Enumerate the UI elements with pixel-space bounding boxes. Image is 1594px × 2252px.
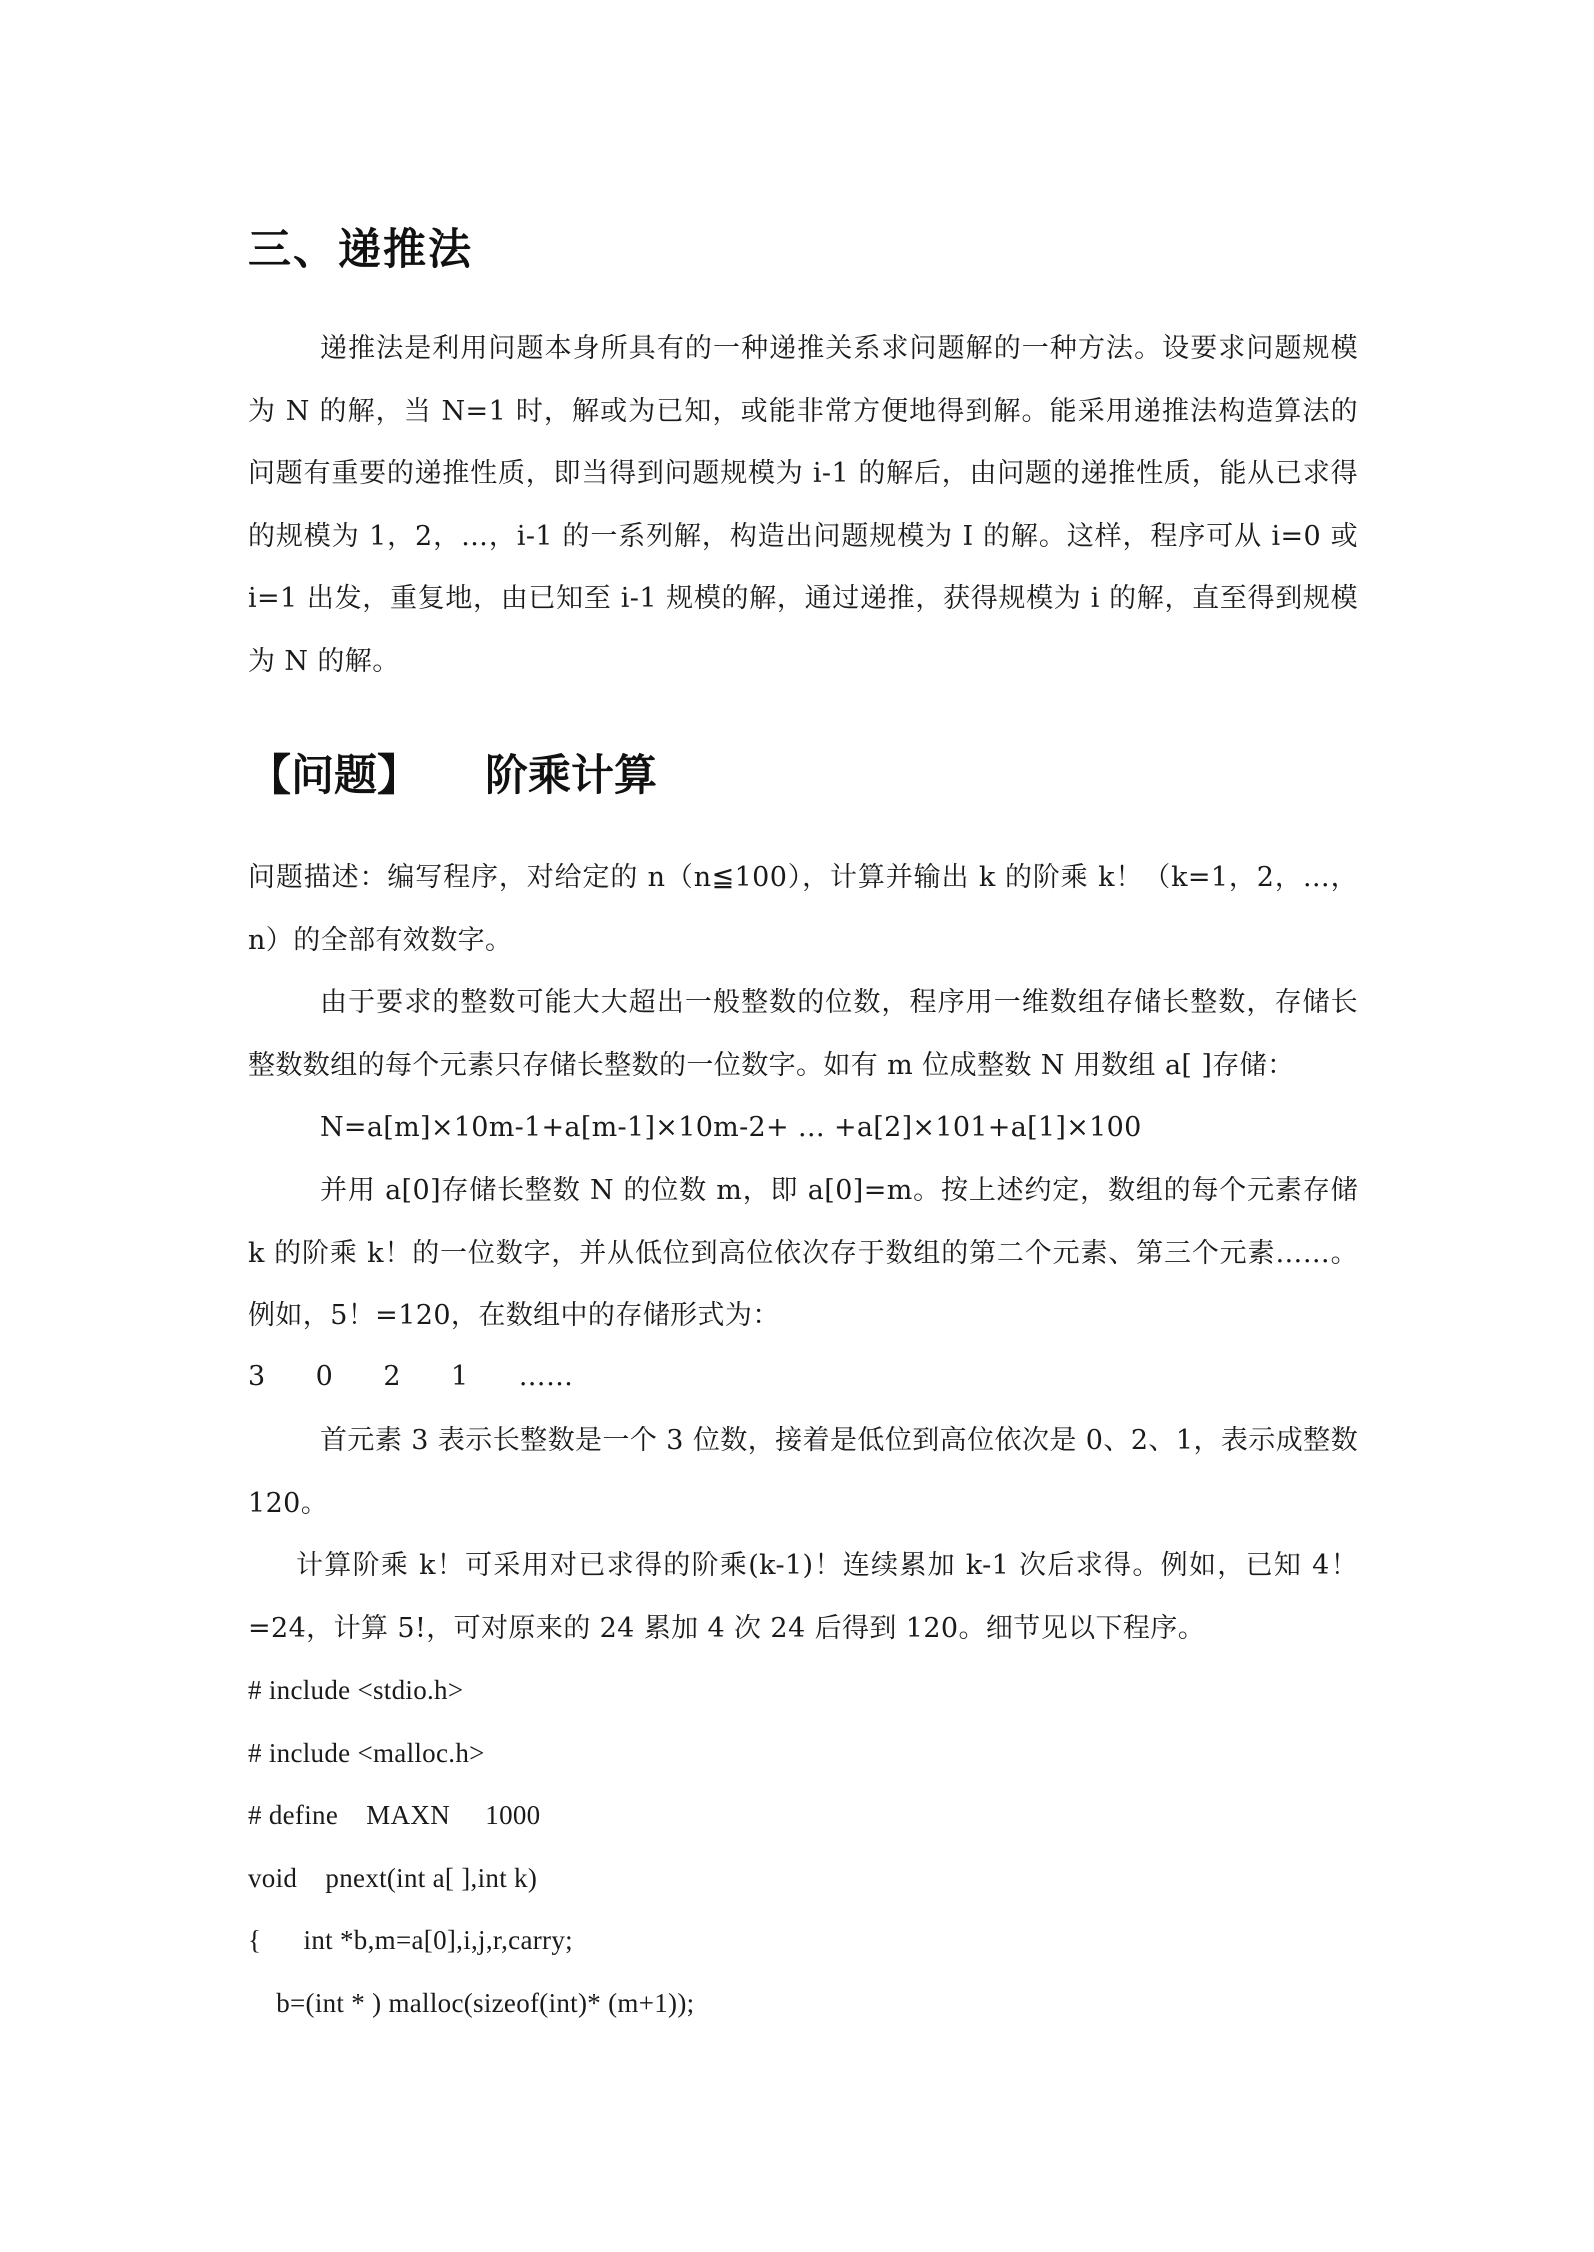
code-line-define-maxn: # define MAXN 1000 — [248, 1800, 541, 1830]
code-line-malloc: b=(int * ) malloc(sizeof(int)* (m+1)); — [248, 1988, 695, 2018]
formula-line: N=a[m]×10m-1+a[m-1]×10m-2+ … +a[2]×101+a[1]×100 — [320, 1112, 1142, 1143]
section-title: 三、递推法 — [248, 225, 473, 275]
code-line-include-stdio: # include <stdio.h> — [248, 1675, 464, 1705]
problem-title: 阶乘计算 — [485, 751, 657, 801]
explanation-paragraph: 首元素 3 表示长整数是一个 3 位数，接着是低位到高位依次是 0、2、1，表示成整数 120。 — [248, 1425, 1358, 1519]
code-line-declarations: { int *b,m=a[0],i,j,r,carry; — [248, 1925, 573, 1955]
code-line-function-signature: void pnext(int a[ ],int k) — [248, 1863, 538, 1893]
code-line-include-malloc: # include <malloc.h> — [248, 1738, 485, 1768]
storage-example: 3 0 2 1 …… — [248, 1361, 574, 1392]
storage-paragraph: 由于要求的整数可能大大超出一般整数的位数，程序用一维数组存储长整数，存储长整数数组的每个元素只存储长整数的一位数字。如有 m 位成整数 N 用数组 a[ ]存储： — [248, 987, 1358, 1081]
factorial-paragraph: 计算阶乘 k！可采用对已求得的阶乘(k-1)！连续累加 k-1 次后求得。例如，已知 4！=24，计算 5!，可对原来的 24 累加 4 次 24 后得到 120。细节见以下程序。 — [248, 1550, 1358, 1644]
problem-description: 问题描述：编写程序，对给定的 n（n≦100），计算并输出 k 的阶乘 k！（k=1，2，…，n）的全部有效数字。 — [248, 862, 1358, 956]
convention-paragraph: 并用 a[0]存储长整数 N 的位数 m，即 a[0]=m。按上述约定，数组的每个元素存储 k 的阶乘 k！的一位数字，并从低位到高位依次存于数组的第二个元素、第三个元素……。例如，5！=120，在数组中的存储形式为： — [248, 1175, 1358, 1331]
intro-paragraph: 递推法是利用问题本身所具有的一种递推关系求问题解的一种方法。设要求问题规模为 N 的解，当 N=1 时，解或为已知，或能非常方便地得到解。能采用递推法构造算法的问题有重要的递推性质，即当得到问题规模为 i-1 的解后，由问题的递推性质，能从已求得的规模为 1，2，…，i-1 的一系列解，构造出问题规模为 I 的解。这样，程序可从 i=0 或 i=1 出发，重复地，由已知至 i-1 规模的解，通过递推，获得规模为 i 的解，直至得到规模为 N 的解。 — [248, 333, 1358, 677]
problem-tag: 【问题】 — [248, 751, 420, 801]
